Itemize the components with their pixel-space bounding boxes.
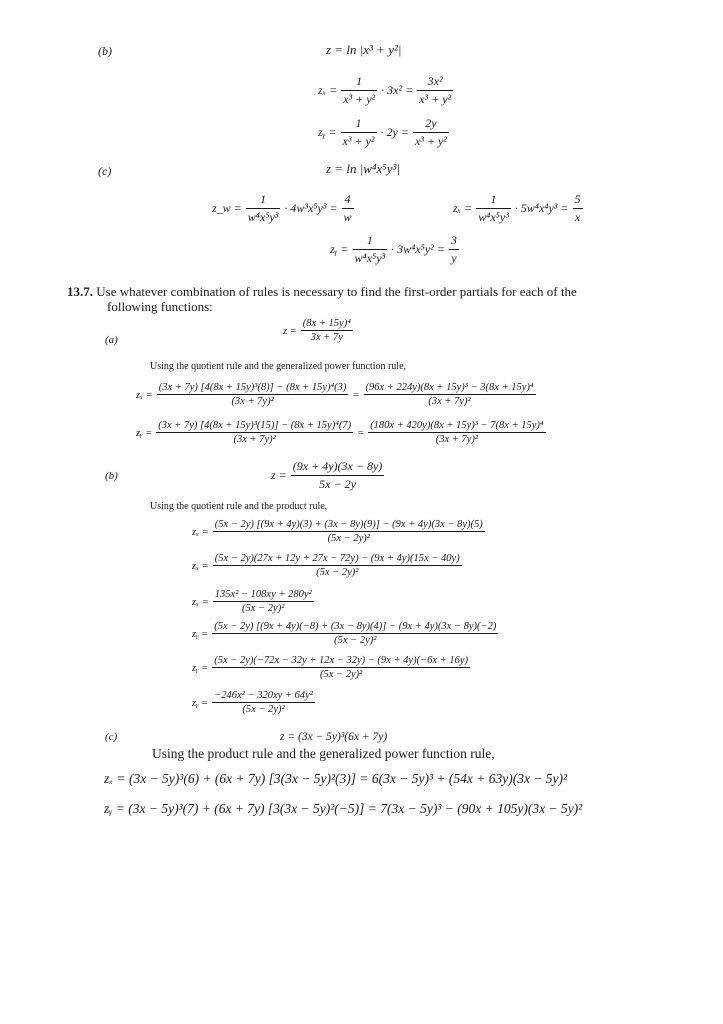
fraction-numerator: 1 <box>341 74 377 91</box>
part-b2-zy-row-1 <box>192 621 498 646</box>
fraction-denominator: (3x + 7y)² <box>428 396 471 407</box>
part-c2-label: (c) <box>105 731 118 743</box>
fraction-numerator: (9x + 4y)(3x − 8y) <box>291 459 384 476</box>
part-b2-equation <box>271 459 384 492</box>
fraction-denominator: w⁴x⁵y³ <box>247 210 279 224</box>
zy-lhs: zᵧ = <box>192 663 209 675</box>
zx-lhs: zₓ = <box>318 83 338 98</box>
part-b2-zx-row-1 <box>192 519 485 544</box>
fraction-numerator: 2y <box>413 116 449 133</box>
zy-middle: · 2y = <box>380 125 409 140</box>
fraction-numerator: (96x + 224y)(8x + 15y)³ − 3(8x + 15y)⁴ <box>365 382 534 393</box>
zy-equals: = <box>357 428 365 440</box>
part-b1-zy-row <box>318 116 449 149</box>
fraction-numerator: 1 <box>476 192 511 209</box>
part-b1-equation: z = ln |x³ + y²| <box>326 42 402 57</box>
part-b1-zx-row <box>318 74 453 107</box>
part-a-equation <box>283 318 353 343</box>
zx-middle: · 3x² = <box>381 83 414 98</box>
fraction-denominator: (5x − 2y)² <box>316 567 359 578</box>
fraction-numerator: 4 <box>342 192 354 209</box>
fraction-numerator: (3x + 7y) [4(8x + 15y)³(8)] − (8x + 15y)⁴(3) <box>158 382 347 393</box>
fraction-denominator: (5x − 2y)² <box>327 533 370 544</box>
fraction-denominator: x³ + y² <box>419 92 452 106</box>
fraction-numerator: 135x² − 108xy + 280y² <box>214 589 312 600</box>
fraction-denominator: (5x − 2y)² <box>242 704 285 715</box>
fraction-numerator: (5x − 2y)(27x + 12y + 27x − 72y) − (9x + 4y)(15x − 40y) <box>214 553 460 564</box>
part-c1-equation: z = ln |w⁴x⁵y³| <box>326 161 400 176</box>
problem-line-1: Use whatever combination of rules is necessary to find the first-order partials for each of the <box>96 284 577 299</box>
part-b2-zx-row-3 <box>192 589 314 614</box>
eq-lhs: z = <box>283 326 297 338</box>
part-a-zx-row <box>136 382 536 407</box>
part-c1-label: (c) <box>98 164 112 178</box>
zx-lhs: zₓ = <box>192 527 209 539</box>
zw-lhs: z_w = <box>212 201 242 216</box>
part-b2-zy-row-3 <box>192 690 315 715</box>
part-c2-equation: z = (3x − 5y)³(6x + 7y) <box>280 731 388 743</box>
fraction-numerator: (3x + 7y) [4(8x + 15y)³(15)] − (8x + 15y)⁴(7) <box>158 420 352 431</box>
zy-lhs: zᵧ = <box>330 242 349 257</box>
fraction-denominator: w <box>343 210 352 224</box>
problem-line-2: following functions: <box>107 299 213 314</box>
problem-number: 13.7. <box>67 284 93 299</box>
part-a-label: (a) <box>105 334 118 346</box>
part-c2-zx: zₓ = (3x − 5y)³(6) + (6x + 7y) [3(3x − 5y)²(3)] = 6(3x − 5y)³ + (54x + 63y)(3x − 5y)² <box>104 771 568 786</box>
fraction-denominator: w⁴x⁵y³ <box>354 251 386 265</box>
part-b2-label: (b) <box>105 470 118 482</box>
zw-middle: · 4w³x⁵y³ = <box>284 201 338 216</box>
fraction-denominator: x³ + y² <box>342 134 375 148</box>
zx-equals: = <box>352 390 360 402</box>
part-a-zy-row <box>136 420 546 445</box>
fraction-denominator: w⁴x⁵y³ <box>478 210 509 224</box>
fraction-numerator: 5 <box>573 192 583 209</box>
part-a-note: Using the quotient rule and the generalized power function rule, <box>150 361 407 372</box>
fraction-denominator: x <box>574 210 581 224</box>
part-b2-zy-row-2 <box>192 655 470 680</box>
fraction-numerator: (5x − 2y) [(9x + 4y)(3) + (3x − 8y)(9)] − (9x + 4y)(3x − 8y)(5) <box>214 519 483 530</box>
part-c1-zx-row <box>453 192 583 225</box>
zx-middle: · 5w⁴x⁴y³ = <box>514 201 569 216</box>
zy-lhs: zᵧ = <box>192 698 209 710</box>
zx-lhs: zₓ = <box>136 390 153 402</box>
fraction-numerator: 1 <box>246 192 281 209</box>
part-c1-zw-row <box>212 192 354 225</box>
fraction-numerator: (5x − 2y) [(9x + 4y)(−8) + (3x − 8y)(4)] − (9x + 4y)(3x − 8y)(−2) <box>214 621 497 632</box>
zy-lhs: zᵧ = <box>136 428 153 440</box>
fraction-numerator: (180x + 420y)(8x + 15y)³ − 7(8x + 15y)⁴ <box>370 420 544 431</box>
fraction-denominator: x³ + y² <box>414 134 447 148</box>
fraction-denominator: (3x + 7y)² <box>231 396 274 407</box>
problem-statement <box>67 284 577 300</box>
zy-lhs: zᵧ = <box>192 629 209 641</box>
fraction-numerator: −246x² − 320xy + 64y² <box>214 690 313 701</box>
fraction-numerator: 1 <box>341 116 377 133</box>
zx-lhs: zₓ = <box>192 597 209 609</box>
eq-lhs: z = <box>271 468 287 483</box>
fraction-denominator: y <box>451 251 457 265</box>
part-c2-note: Using the product rule and the generalized power function rule, <box>152 746 495 761</box>
zx-lhs: zₓ = <box>192 561 209 573</box>
fraction-denominator: (5x − 2y)² <box>334 635 377 646</box>
part-c1-zy-row <box>330 233 459 266</box>
part-c2-zy: zᵧ = (3x − 5y)³(7) + (6x + 7y) [3(3x − 5y)²(−5)] = 7(3x − 5y)³ − (90x + 105y)(3x − 5y)² <box>104 801 583 816</box>
zx-lhs: zₓ = <box>453 201 473 216</box>
fraction-denominator: x³ + y² <box>343 92 376 106</box>
part-b2-note: Using the quotient rule and the product rule, <box>150 501 328 512</box>
zy-lhs: zᵧ = <box>318 125 337 140</box>
fraction-numerator: (8x + 15y)⁴ <box>302 318 351 329</box>
zy-middle: · 3w⁴x⁵y² = <box>391 242 445 257</box>
fraction-numerator: 1 <box>353 233 388 250</box>
part-b1-label: (b) <box>98 44 112 58</box>
fraction-numerator: (5x − 2y)(−72x − 32y + 12x − 32y) − (9x + 4y)(−6x + 16y) <box>214 655 469 666</box>
part-b2-zx-row-2 <box>192 553 462 578</box>
fraction-denominator: (5x − 2y)² <box>319 669 363 680</box>
fraction-denominator: (5x − 2y)² <box>242 603 285 614</box>
fraction-denominator: (3x + 7y)² <box>233 434 276 445</box>
fraction-denominator: 5x − 2y <box>319 477 356 491</box>
fraction-numerator: 3 <box>449 233 459 250</box>
fraction-denominator: (3x + 7y)² <box>435 434 479 445</box>
fraction-numerator: 3x² <box>417 74 453 91</box>
fraction-denominator: 3x + 7y <box>310 332 343 343</box>
